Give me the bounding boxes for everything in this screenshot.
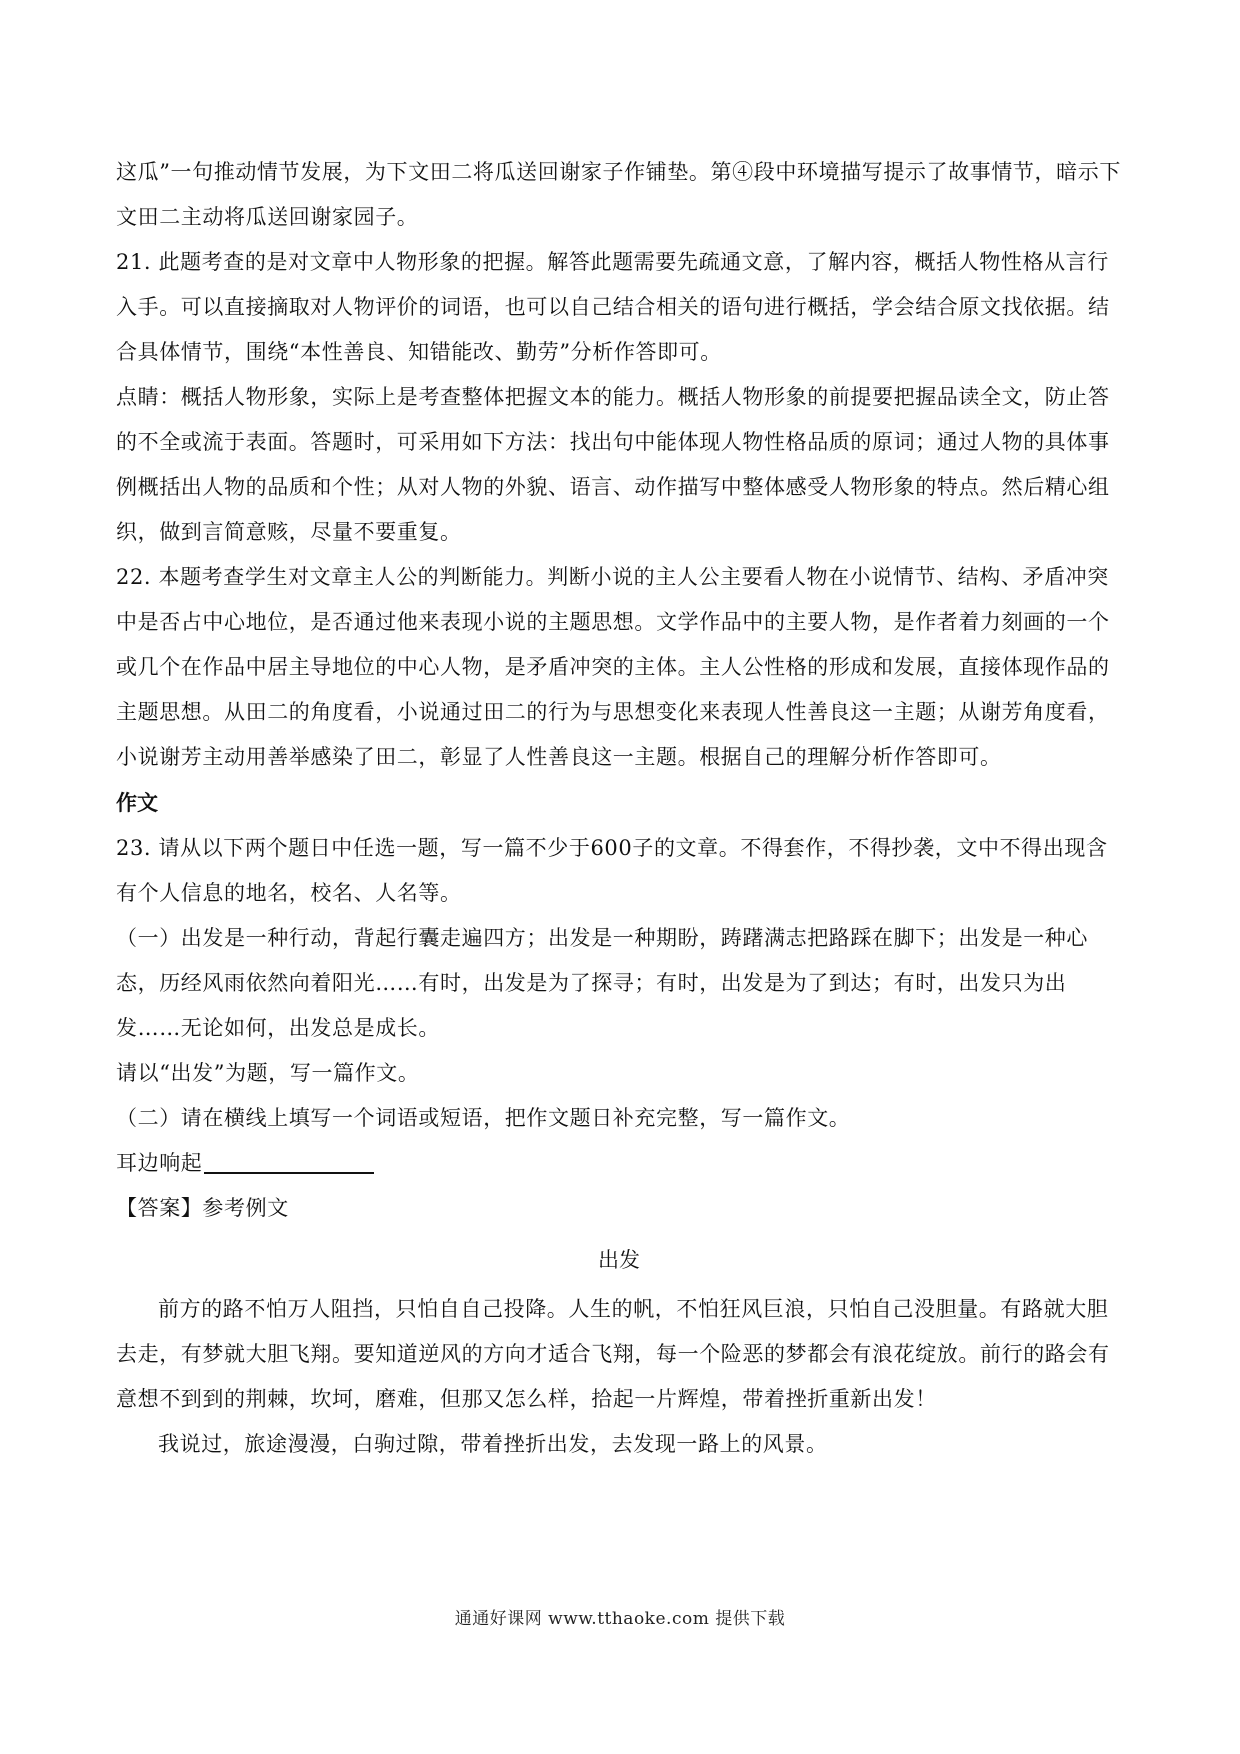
page-content <box>116 150 1122 1467</box>
option-2-title-prefix: 耳边响起 <box>116 1151 203 1175</box>
paragraph-question-22: 22. 本题考查学生对文章主人公的判断能力。判断小说的主人公主要看人物在小说情节、结构、矛盾冲突中是否占中心地位，是否通过他来表现小说的主题思想。文学作品中的主要人物，是作者着力刻画的一个或几个在作品中居主导地位的中心人物，是矛盾冲突的主体。主人公性格的形成和发展，直接体现作品的主题思想。从田二的角度看，小说通过田二的行为与思想变化来表现人性善良这一主题；从谢芳角度看，小说谢芳主动用善举感染了田二，彰显了人性善良这一主题。根据自己的理解分析作答即可。 <box>116 565 1110 769</box>
answer-label: 【答案】参考例文 <box>116 1196 289 1220</box>
section-heading-composition: 作文 <box>116 791 158 815</box>
paragraph-question-21: 21. 此题考查的是对文章中人物形象的把握。解答此题需要先疏通文意，了解内容，概括人物性格从言行入手。可以直接摘取对人物评价的词语，也可以自己结合相关的语句进行概括，学会结合原文找依据。结合具体情节，围绕“本性善良、知错能改、勤劳”分析作答即可。 <box>116 250 1110 364</box>
paragraph-question-23: 23. 请从以下两个题日中任选一题，写一篇不少于600子的文章。不得套作，不得抄袭，文中不得出现含有个人信息的地名，校名、人名等。 <box>116 836 1108 905</box>
paragraph-continuation: 这瓜”一句推动情节发展，为下文田二将瓜送回谢家子作铺垫。第④段中环境描写提示了故事情节，暗示下文田二主动将瓜送回谢家园子。 <box>116 160 1121 229</box>
paragraph-dianjing: 点睛：概括人物形象，实际上是考查整体把握文本的能力。概括人物形象的前提要把握品读全文，防止答的不全或流于表面。答题时，可采用如下方法：找出句中能体现人物性格品质的原词；通过人物的具体事例概括出人物的品质和个性；从对人物的外貌、语言、动作描写中整体感受人物形象的特点。然后精心组织，做到言简意赅，尽量不要重复。 <box>116 385 1110 544</box>
essay-title: 出发 <box>598 1248 640 1272</box>
essay-paragraph-2: 我说过，旅途漫漫，白驹过隙，带着挫折出发，去发现一路上的风景。 <box>158 1432 828 1456</box>
paragraph-option-2: （二）请在横线上填写一个词语或短语，把作文题日补充完整，写一篇作文。 <box>116 1106 851 1130</box>
paragraph-option-1-prompt: 请以“出发”为题，写一篇作文。 <box>116 1061 420 1085</box>
fill-in-blank-line <box>204 1172 374 1174</box>
paragraph-option-1: （一）出发是一种行动，背起行囊走遍四方；出发是一种期盼，踌躇满志把路踩在脚下；出发是一种心态，历经风雨依然向着阳光……有时，出发是为了探寻；有时，出发是为了到达；有时，出发只为出发……无论如何，出发总是成长。 <box>116 926 1088 1040</box>
option-2-title-line <box>116 1141 1122 1186</box>
essay-paragraph-1: 前方的路不怕万人阻挡，只怕自自己投降。人生的帆，不怕狂风巨浪，只怕自己没胆量。有路就大胆去走，有梦就大胆飞翔。要知道逆风的方向才适合飞翔，每一个险恶的梦都会有浪花绽放。前行的路会有意想不到到的荆棘，坎坷，磨难，但那又怎么样，拾起一片辉煌，带着挫折重新出发！ <box>116 1297 1110 1411</box>
page-footer: 通通好课网 www.tthaoke.com 提供下载 <box>454 1609 786 1629</box>
